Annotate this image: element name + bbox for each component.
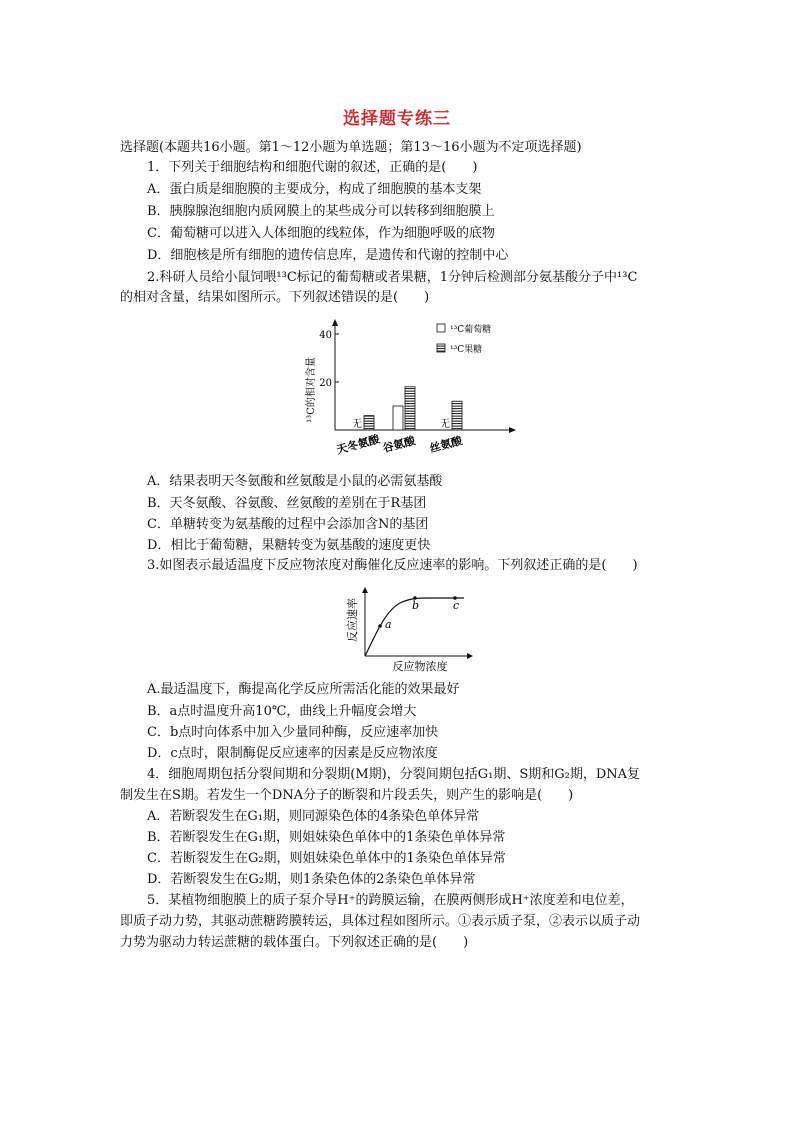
bar-glucose [393,406,403,430]
y-tick-label: 40 [319,330,332,341]
q3-stem: 3.如图表示最适温度下反应物浓度对酶催化反应速率的影响。下列叙述正确的是( ) [147,558,638,573]
y-axis-label: 反应速率 [346,598,359,642]
q5-stem-line2: 即质子动力势，其驱动蔗糖跨膜转运，具体过程如图所示。①表示质子泵，②表示以质子动 [120,914,641,929]
q2-stem-line2: 的相对含量，结果如图所示。下列叙述错误的是( ) [120,290,430,305]
point-label: c [453,599,460,612]
y-tick-label: 20 [319,378,332,389]
point-label: b [412,599,420,612]
q1-option-c: C．葡萄糖可以进入人体细胞的线粒体，作为细胞呼吸的底物 [147,226,495,241]
amino-acid-bar-chart [300,318,520,458]
q4-option-c: C．若断裂发生在G₂期，则姐妹染色单体中的1条染色单体异常 [147,851,506,866]
legend-label: ¹³C果糖 [450,345,483,355]
q1-stem: 1．下列关于细胞结构和细胞代谢的叙述，正确的是( ) [147,160,478,175]
q3-option-b: B．a点时温度升高10℃，曲线上升幅度会增大 [147,704,417,719]
x-axis-arrow [509,427,516,433]
q3-option-a: A.最适温度下，酶提高化学反应所需活化能的效果最好 [147,682,460,697]
q1-option-a: A．蛋白质是细胞膜的主要成分，构成了细胞膜的基本支架 [147,182,482,197]
q4-stem-line2: 制发生在S期。若发生一个DNA分子的断裂和片段丢失，则产生的影响是( ) [120,788,574,803]
category-label: 谷氨酸 [381,434,417,456]
legend-swatch [437,324,445,332]
bar-fructose [405,387,415,430]
no-value-label: 无 [352,419,362,430]
point-label: a [385,618,392,631]
bar-fructose [364,416,374,430]
q4-option-a: A．若断裂发生在G₁期，则同源染色体的4条染色单体异常 [147,809,480,824]
q1-option-b: B．胰腺腺泡细胞内质网膜上的某些成分可以转移到细胞膜上 [147,204,495,219]
y-axis-label: ¹³C的相对含量 [306,357,317,423]
legend-swatch [437,344,445,352]
q1-option-d: D．细胞核是所有细胞的遗传信息库，是遗传和代谢的控制中心 [147,248,509,263]
y-axis-arrow [362,587,368,593]
x-axis-label: 反应物浓度 [392,660,448,673]
q2-option-d: D．相比于葡萄糖，果糖转变为氨基酸的速度更快 [147,538,431,553]
y-axis-arrow [332,319,338,326]
q4-option-d: D．若断裂发生在G₂期，则1条染色体的2条染色单体异常 [147,872,476,887]
category-label: 丝氨酸 [428,434,464,456]
no-value-label: 无 [440,419,450,430]
q2-option-c: C．单糖转变为氨基酸的过程中会添加含N的基团 [147,517,429,532]
q2-option-b: B．天冬氨酸、谷氨酸、丝氨酸的差别在于R基团 [147,496,427,511]
reaction-rate-curve [340,586,480,676]
q3-option-c: C．b点时向体系中加入少量同种酶，反应速率加快 [147,725,439,740]
q3-option-d: D．c点时，限制酶促反应速率的因素是反应物浓度 [147,746,438,761]
bar-fructose [452,401,462,430]
q4-stem-line1: 4．细胞周期包括分裂间期和分裂期(M期)，分裂间期包括G₁期、S期和G₂期，DNA复 [147,767,641,782]
point-a [378,624,382,628]
q5-stem-line3: 力势为驱动力转运蔗糖的载体蛋白。下列叙述正确的是( ) [120,935,469,950]
x-axis-arrow [467,653,473,659]
legend-label: ¹³C葡萄糖 [450,325,492,335]
category-label: 天冬氨酸 [335,432,382,457]
q4-option-b: B．若断裂发生在G₁期，则姐妹染色单体中的1条染色单体异常 [147,830,506,845]
q5-stem-line1: 5．某植物细胞膜上的质子泵介导H⁺的跨膜运输，在膜两侧形成H⁺浓度差和电位差， [147,893,634,908]
q2-option-a: A．结果表明天冬氨酸和丝氨酸是小鼠的必需氨基酸 [147,474,443,489]
q2-stem-line1: 2.科研人员给小鼠饲喂¹³C标记的葡萄糖或者果糖，1分钟后检测部分氨基酸分子中¹³C [147,270,638,285]
intro: 选择题(本题共16小题。第1～12小题为单选题；第13～16小题为不定项选择题) [120,140,582,155]
page-title: 选择题专练三 [343,109,451,129]
